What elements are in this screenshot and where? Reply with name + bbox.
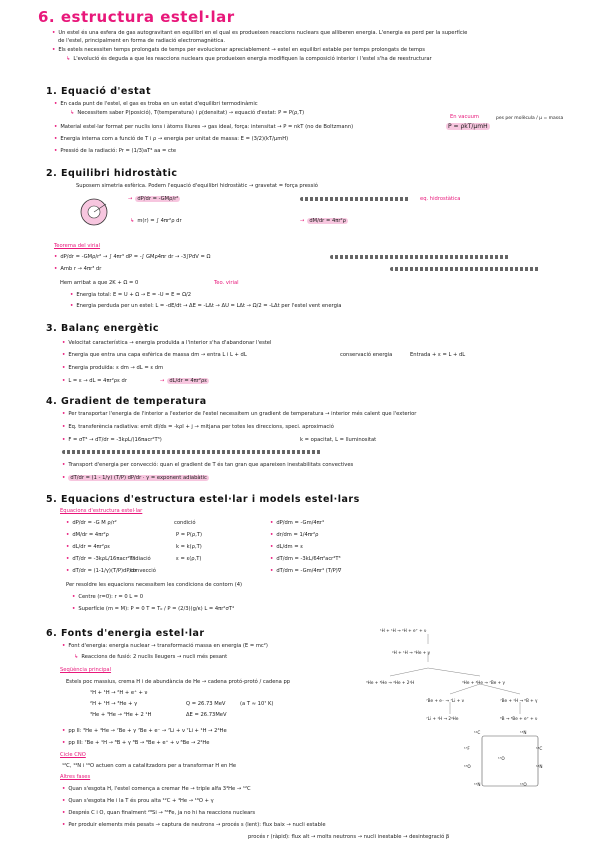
cno-node-4: ¹⁴N	[536, 764, 543, 769]
s6-line-8: • Quan s'esgota He i la T és prou alta ¹²C + ⁴He → ¹⁶O + γ	[62, 798, 214, 804]
s3-line-1: • Velocitat característica → energia produïda a l'interior s'ha d'abandonar l'estel	[62, 340, 272, 346]
s2-handwriting	[300, 197, 410, 201]
s6-line-3: Estels poc massius, crema H i de abundància de He → cadena protó-protó / cadena pp	[66, 679, 291, 685]
s5-meq-2: • dr/dm = 1/4πr²ρ	[270, 532, 319, 538]
s3-line-3: • Energia produïda: ε dm → dL = ε dm	[62, 365, 164, 371]
tree-node-5: ⁷Be + ¹H → ⁸B + γ	[500, 698, 538, 703]
s1-line-3: • Material estel·lar format per nuclis ions i àtoms lliures → gas ideal, força: intensitat → P = nkT (no de Boltzmann)	[54, 124, 354, 130]
intro-line-2: de l'estel, principalment en forma de radiació electromagnètica.	[58, 38, 226, 44]
s6-line-4: • pp II: ³He + ⁴He → ⁷Be + γ ⁷Be + e⁻ → ⁷Li + ν ⁷Li + ¹H → 2⁴He	[62, 728, 227, 734]
shell-diagram	[76, 194, 116, 228]
s6-sub-other: Altres fases	[60, 774, 91, 780]
s2-sub-virial-2: Teo. virial	[214, 280, 239, 286]
cno-node-8: ¹⁷F	[464, 746, 470, 751]
s6-pp-note-1: Q = 26.73 MeV	[186, 701, 226, 707]
cno-node-5: ¹⁵O	[520, 782, 527, 787]
s3-line-2: • Energia que entra una capa esfèrica de massa dm → entra L i L + dL	[62, 352, 247, 358]
section-5-title: 5. Equacions d'estructura estel·lar i models estel·lars	[46, 494, 360, 505]
section-2-title: 2. Equilibri hidrostàtic	[46, 168, 178, 179]
s5-label-2: radiació	[130, 556, 151, 562]
s5-state-2: k = k(ρ,T)	[176, 544, 202, 550]
section-3-title: 3. Balanç energètic	[46, 323, 160, 334]
s6-sub-cno: Cicle CNO	[60, 752, 86, 758]
s5-meq-3: • dL/dm = ε	[270, 544, 304, 550]
s4-line-3: • F = σT⁴ → dT/dr = -3kρL/(16πacr²T³)	[62, 437, 162, 443]
s2-line-1: Suposem simetria esfèrica. Podem l'equació d'equilibri hidrostàtic → gravetat = força pressió	[76, 183, 318, 189]
s5-line-3: • Superfície (m = M): P = 0 T = T₀ / P = (2/3)(g/κ) L = 4πr²σT⁴	[72, 606, 235, 612]
s6-sub-main-sequence: Seqüència principal	[60, 667, 112, 673]
s5-eq-3: • dL/dr = 4πr²ρε	[66, 544, 111, 550]
s2-line-3: ↳ m(r) = ∫ 4πr²ρ dr	[130, 218, 182, 224]
s2-line-2: → dP/dr = -GMρ/r²	[128, 196, 179, 202]
section-4-title: 4. Gradient de temperatura	[46, 396, 207, 407]
s5-eq-2: • dM/dr = 4πr²ρ	[66, 532, 109, 538]
s6-pp-note-2: (a T ≈ 10⁷ K)	[240, 701, 274, 707]
s5-label-1: condició	[174, 520, 196, 526]
s2-line-4: → dM/dr = 4πr²ρ	[300, 218, 346, 224]
s6-pp-2: ²H + ¹H → ³He + γ	[90, 701, 138, 707]
s5-meq-5: • dT/dm = -Gm/4πr⁴ (T/P)∇	[270, 568, 342, 574]
section-6-title: 6. Fonts d'energia estel·lar	[46, 628, 205, 639]
s6-pp-note-3: ΔE = 26.73MeV	[186, 712, 227, 718]
s6-pp-1: ¹H + ¹H → ²H + e⁺ + ν	[90, 690, 148, 696]
s6-line-11: procés r (ràpid): flux alt → molts neutrons → nucli inestable → desintegració β	[248, 834, 450, 840]
s5-state-1: P = P(ρ,T)	[176, 532, 203, 538]
tree-node-3: ³He + ⁴He → ⁷Be + γ	[462, 680, 505, 685]
s5-meq-1: • dP/dm = -Gm/4πr⁴	[270, 520, 325, 526]
intro-line-1: • Un estel és una esfera de gas autogravitant en equilibri en el qual es produeixen reaccions nuclears que alliberen energia. L'energia es perd per la superfície	[52, 30, 468, 36]
s5-label-3: convecció	[130, 568, 156, 574]
s5-eq-5: • dT/dr = (1-1/γ)(T/P)dP/dr	[66, 568, 137, 574]
cno-node-2: ¹³N	[520, 730, 527, 735]
s4-line-5: • Transport d'energia per convecció: quan el gradient de T és tan gran que apareixen inestabilitats convectives	[62, 462, 354, 468]
s4-line-1: • Per transportar l'energia de l'interior a l'exterior de l'estel necessitem un gradient de temperatura → interior més calent que l'exterior	[62, 411, 417, 417]
s6-line-10: • Per produir elements més pesats → captura de neutrons → procés s (lent): flux baix → nucli estable	[62, 822, 326, 828]
tree-node-7: ⁸B → ⁸Be + e⁺ + ν	[500, 716, 538, 721]
tree-node-4: ⁷Be + e⁻ → ⁷Li + ν	[426, 698, 464, 703]
s1-line-2: ↳ Necessitem saber P(posició), T(temperatura) i ρ(densitat) → equació d'estat: P = P(ρ,T)	[70, 110, 305, 116]
tree-node-1: ²H + ¹H → ³He + γ	[392, 650, 431, 655]
cno-loop	[470, 728, 560, 798]
tree-node-6: ⁷Li + ¹H → 2⁴He	[426, 716, 459, 721]
s5-line-2: • Centre (r=0): r = 0 L = 0	[72, 594, 144, 600]
s6-line-5: • pp III: ⁷Be + ¹H → ⁸B + γ ⁸B → ⁸Be + e⁺ + ν ⁸Be → 2⁴He	[62, 740, 210, 746]
s3-line-5: → dL/dr = 4πr²ρε	[160, 378, 208, 384]
s6-line-6: ¹²C, ¹⁴N i ¹⁶O actuen com a catalitzadors per a transformar H en He	[62, 763, 237, 769]
s1-side-note: pes per molècula / μ = massa	[496, 116, 564, 121]
s5-eq-1: • dP/dr = -G M ρ/r²	[66, 520, 117, 526]
s2-line-7: Hem arribat a que 2K + Ω = 0	[60, 280, 139, 286]
s5-line-1: Per resoldre les equacions necessitem les condicions de contorn (4)	[66, 582, 243, 588]
s3-note: conservació energia	[340, 352, 393, 358]
s6-line-9: • Després C i O, quan finalment ²⁸Si → ⁵⁶Fe, ja no hi ha reaccions nuclears	[62, 810, 256, 816]
s1-line-1: • En cada punt de l'estel, el gas es troba en un estat d'equilibri termodinàmic	[54, 101, 258, 107]
s1-formula: P = ρkT/μmH	[448, 123, 488, 130]
s5-meq-4: • dT/dm = -3kL/64π²acr⁴T³	[270, 556, 341, 562]
s2-line-6: • Amb r → 4πr³ dr	[54, 266, 102, 272]
s5-state-3: ε = ε(ρ,T)	[176, 556, 202, 562]
s2-sub-virial: Teorema del virial	[54, 243, 101, 249]
intro-line-3: • Els estels necessiten temps prolongats de temps per evolucionar apreciablement → estel en equilibri estable per temps prolongats de temps	[52, 47, 425, 53]
cno-node-7: ¹⁶O	[464, 764, 471, 769]
s3-note-2: Entrada + ε = L + dL	[410, 352, 466, 358]
s6-line-1: • Font d'energia: energia nuclear → transformació massa en energia (E = mc²)	[62, 643, 268, 649]
s2-line-5: • dP/dr = -GMρ/r² → ∫ 4πr³ dP = -∫ GMρ4πr dr → -3∫PdV = Ω	[54, 254, 211, 260]
page-title: 6. estructura estel·lar	[38, 8, 235, 26]
cno-node-1: ¹²C	[474, 730, 481, 735]
s4-line-6: • dT/dr = (1 - 1/γ) (T/P) dP/dr · γ = exponent adiabàtic	[62, 475, 207, 481]
s2-line-9: • Energia perduda per un estel: L = -dE/dt → ΔE = -LΔt → ΔU = LΔt → Ω/2 = -LΔt per l'estel vent energia	[70, 303, 342, 309]
intro-line-4: ↳ L'evolució és deguda a que les reaccions nuclears que produeixen energia modifiquen la composició interior i l'estel s'ha de reestructurar	[66, 56, 432, 62]
s4-line-2: • Eq. transferència radiativa: emit dI/ds = -kρI + j → mitjana per totes les direccions, speci. aproximació	[62, 424, 334, 430]
section-1-title: 1. Equació d'estat	[46, 86, 152, 97]
tree-root: ¹H + ¹H → ²H + e⁺ + ν	[380, 628, 427, 633]
s5-sub: Equacions d'estructura estel·lar	[60, 508, 143, 514]
tree-node-2: ³He + ³He → ⁴He + 2¹H	[366, 680, 415, 685]
s4-line-4: k = opacitat, L = lluminositat	[300, 437, 377, 443]
s6-line-2: ↳ Reaccions de fusió: 2 nuclis lleugers → nucli més pesant	[74, 654, 228, 660]
cno-node-9: ¹⁷O	[498, 756, 505, 761]
s3-line-4: • L = ε → dL = 4πr²ρε dr	[62, 378, 127, 384]
s5-eq-4: • dT/dr = -3kρL/16πacr²T³	[66, 556, 135, 562]
s1-line-4: • Energia interna com a funció de T i ρ → energia per unitat de massa: E = (3/2)(kT/μmH)	[54, 136, 289, 142]
s6-line-7: • Quan s'esgota H, l'estel comença a cremar He → triple alfa 3⁴He → ¹²C	[62, 786, 251, 792]
s4-handwriting	[62, 450, 322, 454]
s1-note-pink: En vacuum	[450, 114, 479, 120]
s2-line-8: • Energia total: E = U + Ω → E = -U = E = Ω/2	[70, 292, 192, 298]
s2-handwriting-2	[330, 255, 510, 259]
cno-node-3: ¹³C	[536, 746, 543, 751]
s2-note-pink: eq. hidrostàtica	[420, 196, 461, 202]
s6-pp-3: ³He + ³He → ⁴He + 2 ¹H	[90, 712, 152, 718]
s1-line-5: • Pressió de la radiació: Pr = (1/3)aT⁴ aa = cte	[54, 148, 177, 154]
cno-node-6: ¹⁵N	[474, 782, 481, 787]
s2-handwriting-3	[390, 267, 540, 271]
